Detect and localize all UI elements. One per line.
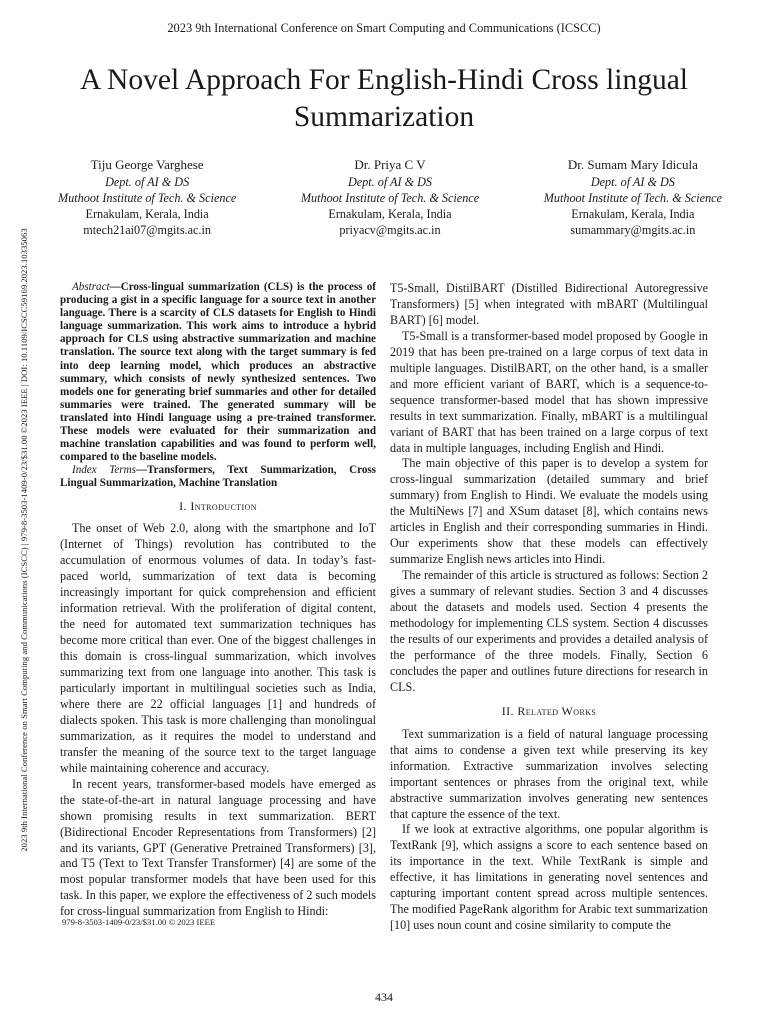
abstract-text: —Cross-lingual summarization (CLS) is the process of producing a gist in a specific language for a source text in another language. There is a scarcity of CLS datasets for English to Hindi language summarization. This work aims to introduce a hybrid approach for CLS using abstractive summarization and machine translation. The source text along with the target summary is fed into deep learning model, which produces an abstractive summary, which consists of newly synthesized sentences. Two models one for generating brief summaries and other for detailed summaries were trained. The generated summary will be translated into Hindi language using a pre-trained transformer. These models were evaluated for their summarization and machine translation capabilities and was found to perform well, compared to the baseline models.: [60, 281, 376, 464]
abstract: [60, 281, 376, 464]
author-email: mtech21ai07@mgits.ac.in: [83, 223, 211, 237]
author-email: priyacv@mgits.ac.in: [339, 223, 441, 237]
author-email: sumammary@mgits.ac.in: [570, 223, 696, 237]
author-location: Ernakulam, Kerala, India: [85, 207, 209, 221]
paper-title: [40, 62, 728, 136]
author-location: Ernakulam, Kerala, India: [328, 207, 452, 221]
author-dept: Dept. of AI & DS: [590, 175, 675, 189]
author-name: Dr. Sumam Mary Idicula: [567, 157, 698, 172]
page-number: 434: [375, 990, 393, 1004]
conference-header: 2023 9th International Conference on Smart Computing and Communications (ICSCC): [167, 21, 601, 35]
author-dept: Dept. of AI & DS: [347, 175, 433, 189]
section-title: Related Works: [517, 703, 597, 718]
index-terms-text: —Transformers, Text Summarization, Cross Lingual Summarization, Machine Translation: [60, 464, 376, 490]
side-doi-text: 2023 9th International Conference on Smart Computing and Communications (ICSCC) | 979-8-3503-1409-0/23/$31.00 ©2023 IEEE | DOI: 10.1109/ICSCC59169.2023.10335063: [19, 228, 29, 852]
section-title: Introduction: [190, 498, 257, 513]
section-number: II.: [501, 703, 514, 718]
paragraph: The main objective of this paper is to develop a system for cross-lingual summarization (detailed summary and brief summary) from English to Hindi. We evaluate the models using the MultiNews [7] and XSum dataset [8], which contains news articles in English and their corresponding summaries in Hindi. Our experiments show that these models can effectively summarize English news articles into Hindi.: [390, 456, 708, 567]
author-dept: Dept. of AI & DS: [105, 175, 190, 189]
right-column: [390, 281, 708, 934]
author-block: [58, 156, 722, 238]
paragraph: If we look at extractive algorithms, one popular algorithm is TextRank [9], which assigns a score to each sentence based on its importance in the text. While TextRank is simple and effective, it has limitations in generating novel sentences and capturing important content spread across multiple sentences. The modified PageRank algorithm for Arabic text summarization [10] uses noun count and cosine similarity to compute the: [390, 822, 708, 933]
author-location: Ernakulam, Kerala, India: [571, 207, 695, 221]
section-heading-related-works: [390, 704, 708, 720]
section-heading-introduction: [60, 499, 376, 515]
author-institution: Muthoot Institute of Tech. & Science: [543, 191, 722, 205]
paragraph: The remainder of this article is structured as follows: Section 2 gives a summary of relevant studies. Section 3 and 4 discusses about the datasets and models used. Section 4 presents the methodology for implementing CLS system. Section 4 discusses the results of our experiments and provides a detailed analysis of the performance of the three models. Finally, Section 6 concludes the paper and outlines future directions for research in CLS.: [390, 568, 708, 694]
author-2: [301, 156, 479, 238]
left-column: [60, 281, 376, 920]
title-line-1: A Novel Approach For English-Hindi Cross lingual: [80, 64, 688, 96]
paragraph: In recent years, transformer-based models have emerged as the state-of-the-art in natural language processing and have shown promising results in text summarization. BERT (Bidirectional Encoder Representations from Transformers) [2] and its variants, GPT (Generative Pretrained Transformers) [3], and T5 (Text to Text Transfer Transformer) [4] are some of the most popular transformer models that have been used for this task. In this paper, we explore the effectiveness of 2 such models for cross-lingual summarization from English to Hindi:: [60, 776, 376, 919]
paragraph: Text summarization is a field of natural language processing that aims to condense a given text while preserving its key information. Extractive summarization involves selecting important sentences or phrases from the original text, while abstractive summarization involves generating new sentences that capture the essence of the text.: [390, 726, 708, 821]
side-doi-note: [16, 140, 32, 940]
index-terms: [60, 464, 376, 490]
title-line-2: Summarization: [293, 101, 475, 133]
author-institution: Muthoot Institute of Tech. & Science: [58, 191, 237, 205]
author-institution: Muthoot Institute of Tech. & Science: [300, 191, 480, 205]
copyright-footnote: 979-8-3503-1409-0/23/$31.00 © 2023 IEEE: [62, 917, 216, 927]
section-number: I.: [179, 498, 187, 513]
paragraph: The onset of Web 2.0, along with the smartphone and IoT (Internet of Things) revolution has contributed to the accumulation of enormous volumes of data. In today’s fast-paced world, summarization of text data is becoming increasingly important for quick comprehension and efficient information retrieval. With the proliferation of digital content, the need for automated text summarization techniques has become more critical than ever. One of the biggest challenges in this domain is cross-lingual summarization, which involves summarizing text from one language into another. This task is particularly important in multilingual societies such as India, where there are 22 official languages [1] and hundreds of dialects spoken. This task is more challenging than monolingual summarization, as it requires the model to understand and transfer the meaning of the source text to the target language while maintaining coherence and accuracy.: [60, 521, 376, 775]
author-1: [58, 156, 236, 238]
author-name: Dr. Priya C V: [354, 157, 426, 172]
paragraph: T5-Small is a transformer-based model proposed by Google in 2019 that has been pre-trained on a large corpus of text data in multiple languages. DistilBART, on the other hand, is a smaller and more efficient variant of BART, which is a sequence-to-sequence transformer-based model that has shown impressive results in text summarization. Finally, mBART is a multilingual variant of BART that has been trained on a large corpus of text data in multiple languages, including English and Hindi.: [390, 328, 708, 455]
abstract-label: Abstract: [72, 281, 110, 293]
paragraph: T5-Small, DistilBART (Distilled Bidirectional Autoregressive Transformers) [5] when integrated with mBART (Multilingual BART) [6] model.: [390, 281, 708, 327]
author-name: Tiju George Varghese: [90, 157, 204, 172]
index-terms-label: Index Terms: [72, 464, 136, 477]
author-3: [544, 156, 722, 238]
